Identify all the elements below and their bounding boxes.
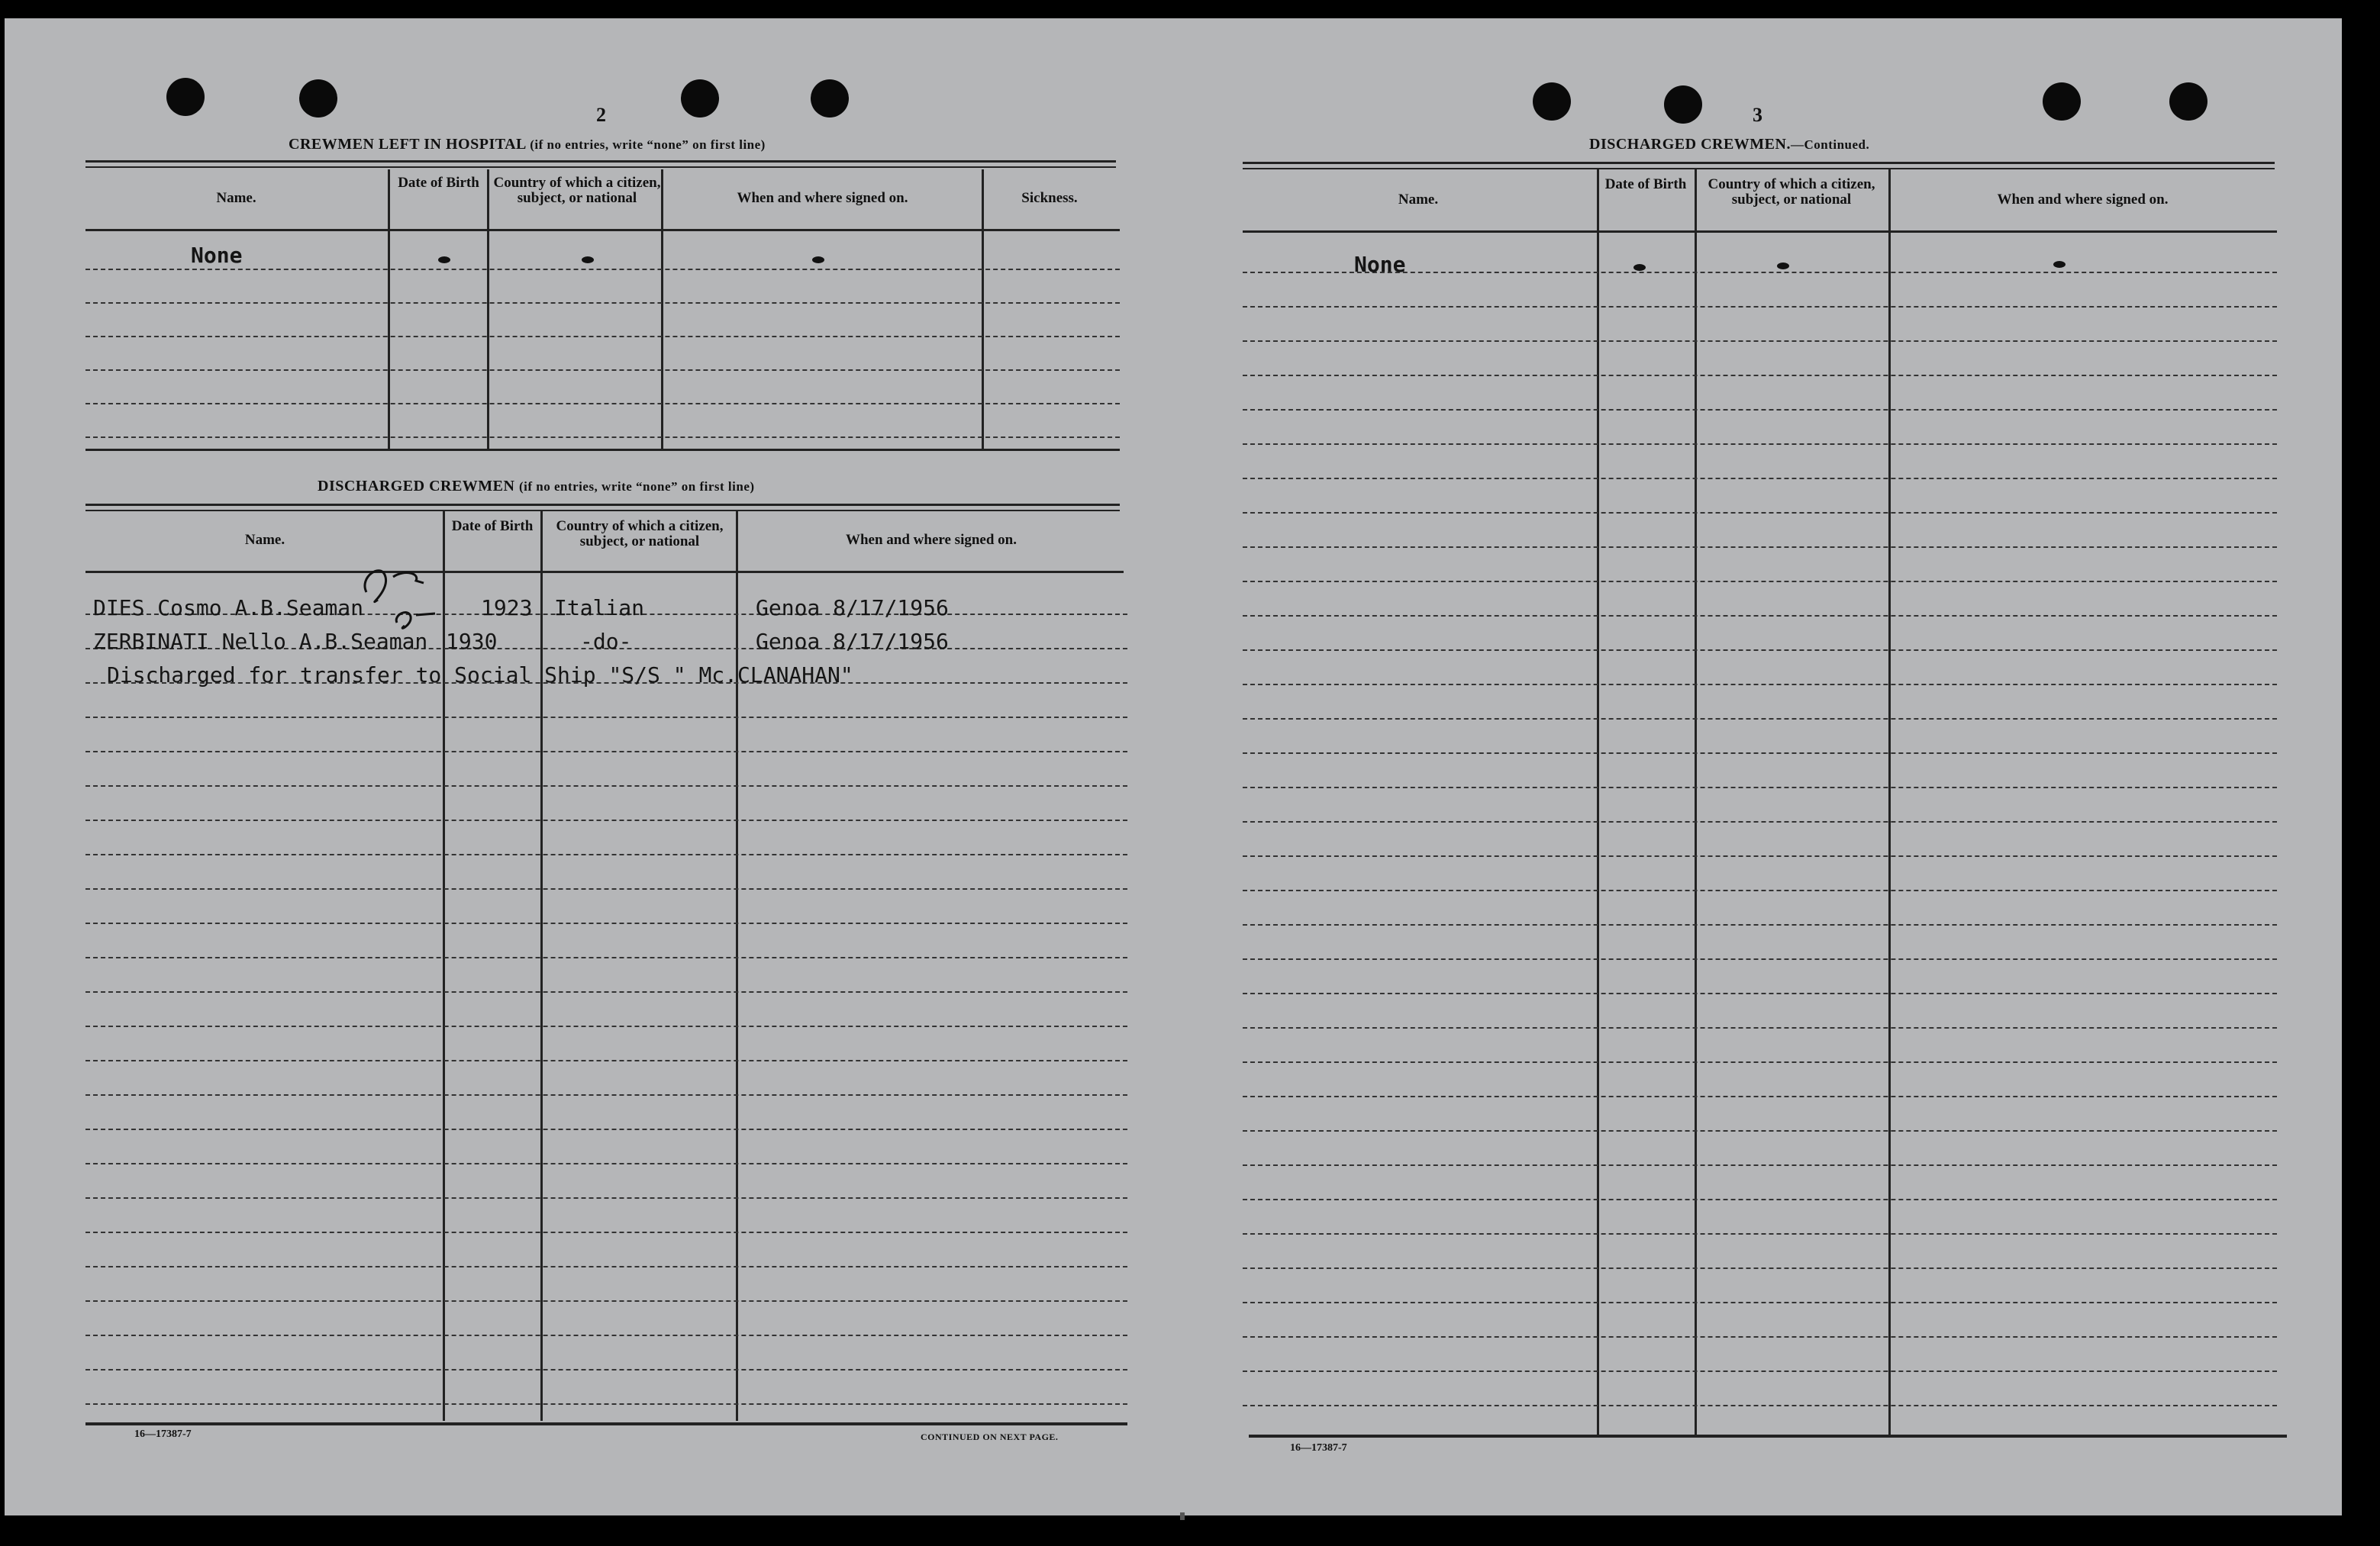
hospital-col-dob	[391, 176, 486, 191]
page-number-left: 2	[596, 104, 606, 126]
row-line	[1243, 684, 2277, 685]
row-line	[1243, 1027, 2277, 1029]
right-top-rule	[1243, 162, 2275, 164]
row-line	[1243, 306, 2277, 308]
discharged-name-2: ZERBINATI Nello A.B.Seaman	[93, 629, 428, 654]
row-line	[1243, 443, 2277, 445]
hospital-top-rule-2	[85, 166, 1116, 168]
hospital-row-line	[85, 302, 1120, 304]
discharged-header-rule	[85, 571, 1124, 573]
right-title-text: DISCHARGED CREWMEN.	[1589, 136, 1791, 153]
discharged-instruction: (if no entries, write “none” on first line)	[518, 479, 755, 494]
row-line	[1243, 1096, 2277, 1097]
discharged-note: Discharged for transfer to Social Ship "S/S " Mc.CLANAHAN"	[107, 662, 853, 688]
row-line	[1243, 512, 2277, 514]
row-line	[85, 1129, 1127, 1130]
form-number-right: 16—17387-7	[1290, 1442, 1347, 1454]
hospital-col-divider	[487, 169, 489, 450]
row-line	[85, 820, 1127, 821]
right-col-divider	[1597, 169, 1599, 1436]
row-line	[85, 751, 1127, 752]
hospital-row-line	[85, 269, 1120, 270]
row-line	[85, 888, 1127, 890]
hospital-row-line	[85, 436, 1120, 438]
row-line	[85, 1403, 1127, 1405]
discharged-top-rule-2	[85, 510, 1120, 511]
row-line	[1243, 1336, 2277, 1338]
discharged-country-2: -do-	[580, 629, 632, 654]
continued-note: CONTINUED ON NEXT PAGE.	[921, 1432, 1059, 1442]
hospital-row-line	[85, 403, 1120, 404]
left-page-bottom-rule	[85, 1422, 1127, 1425]
row-line	[1243, 340, 2277, 342]
row-line	[1243, 1370, 2277, 1372]
row-line	[85, 1266, 1127, 1267]
row-line	[85, 717, 1127, 718]
right-header-rule	[1243, 230, 2277, 233]
discharged-title-text: DISCHARGED CREWMEN	[318, 478, 515, 494]
discharged-signed-on-2: Genoa 8/17/1956	[756, 629, 949, 654]
row-line	[1243, 375, 2277, 376]
row-line	[85, 1197, 1127, 1199]
punch-hole	[681, 79, 719, 118]
row-line	[1243, 718, 2277, 720]
hospital-col-divider	[661, 169, 663, 450]
right-col-name: Name.	[1398, 192, 1439, 208]
row-line	[1243, 1267, 2277, 1269]
row-line	[85, 1026, 1127, 1027]
row-line	[85, 1232, 1127, 1233]
row-line	[85, 923, 1127, 924]
row-line	[1243, 615, 2277, 617]
row-line	[85, 785, 1127, 787]
row-line	[1243, 1302, 2277, 1303]
hospital-bottom-rule	[85, 449, 1120, 451]
punch-hole	[2169, 82, 2207, 121]
right-entry: None	[1354, 252, 1406, 277]
hospital-col-divider	[388, 169, 390, 450]
row-line	[1243, 1061, 2277, 1063]
ditto-mark	[1777, 262, 1789, 269]
handwritten-mark	[351, 546, 458, 638]
hospital-instruction: (if no entries, write “none” on first line)	[530, 137, 766, 152]
punch-hole	[299, 79, 337, 118]
row-line	[85, 991, 1127, 993]
row-line	[85, 1060, 1127, 1061]
hospital-col-dob-text: Date of Birth	[398, 175, 479, 191]
right-col-divider	[1695, 169, 1697, 1436]
punch-hole	[166, 78, 205, 116]
row-line	[1243, 993, 2277, 994]
discharged-country-1: Italian	[554, 595, 645, 620]
right-section-title	[1589, 136, 1869, 153]
discharged-top-rule	[85, 504, 1120, 506]
discharged-col-country: Country of which a citizen, subject, or national	[556, 518, 724, 549]
row-line	[1243, 855, 2277, 857]
hospital-col-sickness: Sickness.	[1021, 190, 1078, 206]
row-line	[85, 1094, 1127, 1096]
ditto-mark	[438, 256, 450, 263]
discharged-name-1: DIES Cosmo A.B.Seaman	[93, 595, 364, 620]
right-page-bottom-rule	[1249, 1435, 2287, 1438]
row-line	[1243, 478, 2277, 479]
row-line	[1243, 1233, 2277, 1235]
row-line	[85, 1335, 1127, 1336]
punch-hole	[1533, 82, 1571, 121]
ditto-mark	[582, 256, 594, 263]
row-line	[1243, 821, 2277, 823]
hospital-title-text: CREWMEN LEFT IN HOSPITAL	[289, 136, 526, 153]
punch-hole	[2043, 82, 2081, 121]
row-line	[85, 854, 1127, 855]
hospital-row-line	[85, 369, 1120, 371]
row-line	[1243, 958, 2277, 960]
row-line	[1243, 546, 2277, 548]
ditto-mark	[2053, 261, 2066, 268]
punch-hole	[1664, 85, 1702, 124]
discharged-signed-on-1: Genoa 8/17/1956	[756, 595, 949, 620]
row-line	[85, 1163, 1127, 1164]
row-line	[1243, 581, 2277, 582]
page-fold	[1180, 1512, 1185, 1520]
discharged-col-dob: Date of Birth	[451, 518, 534, 534]
row-line	[1243, 924, 2277, 926]
row-line	[1243, 1164, 2277, 1166]
right-col-country: Country of which a citizen, subject, or national	[1708, 176, 1875, 208]
hospital-col-divider	[982, 169, 984, 450]
row-line	[1243, 890, 2277, 891]
punch-hole	[811, 79, 849, 118]
form-number-left: 16—17387-7	[134, 1428, 192, 1440]
hospital-row-line	[85, 336, 1120, 337]
document-sheet	[5, 18, 2342, 1515]
right-col-dob: Date of Birth	[1604, 176, 1687, 192]
row-line	[1243, 787, 2277, 788]
row-line	[1243, 1405, 2277, 1406]
row-line	[1243, 1199, 2277, 1200]
hospital-col-country: Country of which a citizen, subject, or national	[493, 175, 661, 206]
row-line	[1243, 409, 2277, 411]
discharged-col-name: Name.	[244, 532, 285, 548]
row-line	[85, 957, 1127, 958]
hospital-section-title	[289, 136, 766, 153]
row-line	[1243, 752, 2277, 754]
discharged-col-signed-on: When and where signed on.	[845, 532, 1017, 548]
row-line	[1243, 649, 2277, 651]
row-line	[85, 1369, 1127, 1370]
ditto-mark	[1633, 264, 1646, 271]
row-line	[85, 1300, 1127, 1302]
ditto-mark	[812, 256, 824, 263]
discharged-dob-1: 1923	[481, 595, 533, 620]
page-number-right: 3	[1753, 104, 1762, 126]
right-col-divider	[1888, 169, 1891, 1436]
hospital-entry: None	[191, 243, 243, 268]
discharged-dob-2: 1930	[446, 629, 498, 654]
hospital-col-name: Name.	[216, 190, 256, 206]
discharged-section-title	[318, 478, 755, 495]
hospital-top-rule	[85, 160, 1116, 163]
right-title-suffix: —Continued.	[1790, 137, 1870, 152]
right-top-rule-2	[1243, 168, 2275, 169]
hospital-header-rule	[85, 229, 1120, 231]
row-line	[1243, 1130, 2277, 1132]
right-col-signed-on: When and where signed on.	[1997, 192, 2169, 208]
hospital-col-signed-on: When and where signed on.	[737, 190, 908, 206]
